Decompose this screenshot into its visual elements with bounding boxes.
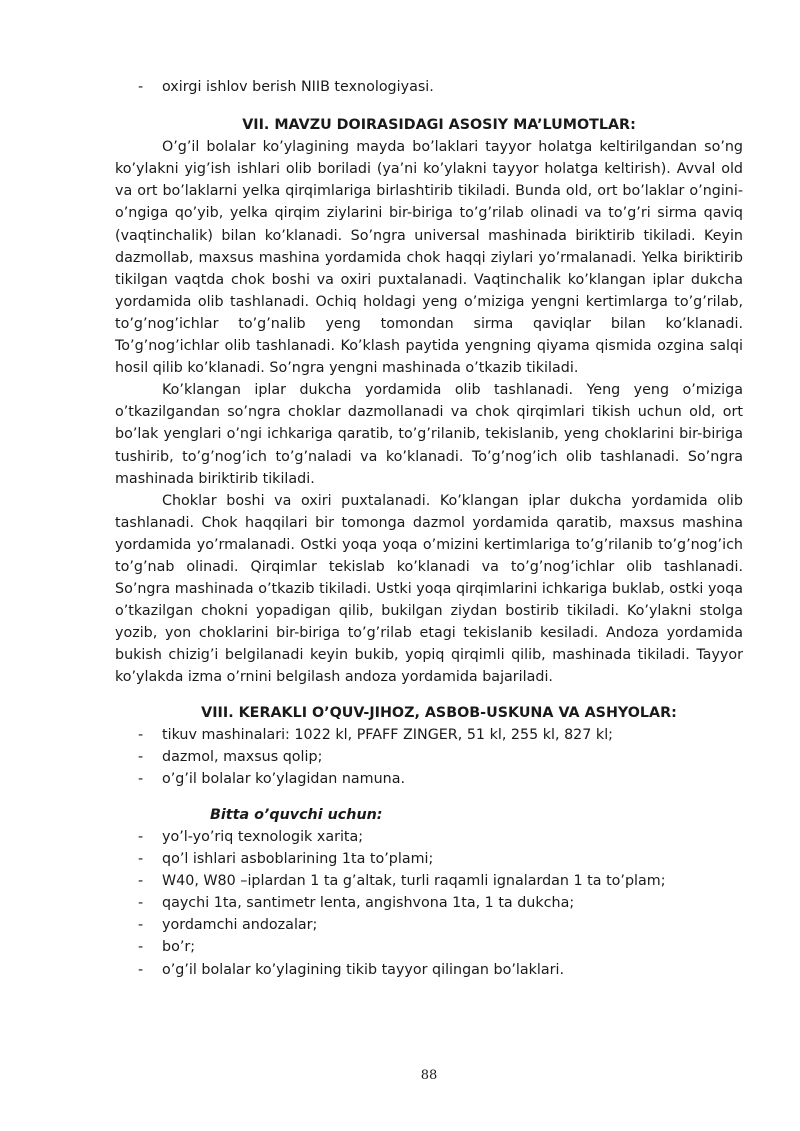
list-item bbox=[115, 870, 743, 892]
paragraph: Ko’klangan iplar dukcha yordamida olib tashlanadi. Yeng yeng o’miziga o’tkazilgandan so’ngra choklar dazmollanadi va chok qirqimlari tikish uchun old, ort bo’lak yenglari o’ngi ichkariga qaratib, to’g’rilanib, tekislanib, yeng choklarini bir-biriga tushirib, to’g’nog’ich to’g’naladi va ko’klanadi. To’g’nog’ich olib tashlanadi. So’ngra mashinada biriktirib tikiladi. bbox=[115, 382, 743, 487]
list-item bbox=[115, 959, 743, 981]
paragraph: O’g’il bolalar ko’ylagining mayda bo’laklari tayyor holatga keltirilgandan so’ng ko’ylakni yig’ish ishlari olib boriladi (ya’ni ko’ylakni tayyor holatga keltirish). Avval old va ort bo’laklarni yelka qirqimlariga birlashtirib tikiladi. Bunda old, ort bo’laklar o’ngini-o’ngiga qo’yib, yelka qirqim ziylarini bir-biriga to’g’rilab olinadi va to’g’ri sirma qaviq (vaqtinchalik) bilan ko’klanadi. So’ngra universal mashinada biriktirib tikiladi. Keyin dazmollab, maxsus mashina yordamida chok haqqi ziylari yo’rmalanadi. Yelka biriktirib tikilgan vaqtda chok boshi va oxiri puxtalanadi. Vaqtinchalik ko’klangan iplar dukcha yordamida olib tashlanadi. Ochiq holdagi yeng o’miziga yengni kertimlarga to’g’rilab, to’g’nog’ichlar to’g’nalib yeng tomondan sirma qaviqlar bilan ko’klanadi. To’g’nog’ichlar olib tashlanadi. Ko’klash paytida yengning qiyama qismida ozgina salqi hosil qilib ko’klanadi. So’ngra yengni mashinada o’tkazib tikiladi. bbox=[115, 139, 743, 377]
paragraph: Choklar boshi va oxiri puxtalanadi. Ko’klangan iplar dukcha yordamida olib tashlanadi. Chok haqqilari bir tomonga dazmol yordamida qaratib, maxsus mashina yordamida yo’rmalanadi. Ostki yoqa yoqa o’mizini kertimlariga to’g’rilanib to’g’nog’ich to’g’nab olinadi. Qirqimlar tekislab ko’klanadi va to’g’nog’ichlar olib tashlanadi. So’ngra mashinada o’tkazib tikiladi. Ustki yoqa qirqimlarini ichkariga buklab, ostki yoqa o’tkazilgan chokni yopadigan qilib, bukilgan ziydan bostirib tikiladi. Ko’ylakni stolga yozib, yon choklarini bir-biriga to’g’rilab etagi tekislanib kesiladi. Andoza yordamida bukish chizig’i belgilanadi keyin bukib, yopiq qirqimli qilib, mashinada tikiladi. Tayyor ko’ylakda izma o’rnini belgilash andoza yordamida bajariladi. bbox=[115, 492, 743, 686]
list-item bbox=[115, 76, 743, 98]
list-bullet: - bbox=[138, 770, 144, 787]
list-bullet: - bbox=[138, 961, 144, 978]
list-item bbox=[115, 848, 743, 870]
list-item-text: yordamchi andozalar; bbox=[162, 917, 318, 934]
list-bullet: - bbox=[138, 851, 144, 868]
list-bullet: - bbox=[138, 79, 144, 95]
list-item-text: bo’r; bbox=[162, 939, 196, 956]
list-bullet: - bbox=[138, 748, 144, 765]
list-bullet: - bbox=[138, 917, 144, 934]
list-bullet: - bbox=[138, 895, 144, 912]
list-item bbox=[115, 892, 743, 914]
list-item-text: yo’l-yo’riq texnologik xarita; bbox=[162, 829, 364, 845]
list-item-text: o’g’il bolalar ko’ylagining tikib tayyor qilingan bo’laklari. bbox=[162, 961, 565, 978]
list-item bbox=[115, 746, 743, 768]
list-item-text: dazmol, maxsus qolip; bbox=[162, 748, 323, 765]
list-bullet: - bbox=[138, 829, 144, 845]
list-item bbox=[115, 826, 743, 848]
section-7-title: VII. MAVZU DOIRASIDAGI ASOSIY MA’LUMOTLAR: bbox=[242, 117, 636, 134]
page-number: 88 bbox=[420, 1068, 438, 1083]
student-subheading: Bitta o’quvchi uchun: bbox=[210, 806, 383, 823]
list-item-text: o’g’il bolalar ko’ylagidan namuna. bbox=[162, 770, 406, 787]
list-item-text: qo’l ishlari asboblarining 1ta to’plami; bbox=[162, 851, 434, 868]
list-item-text: oxirgi ishlov berish NIIB texnologiyasi. bbox=[162, 79, 434, 95]
list-item-text: qaychi 1ta, santimetr lenta, angishvona 1ta, 1 ta dukcha; bbox=[162, 895, 575, 912]
document-page bbox=[115, 76, 743, 981]
list-item bbox=[115, 914, 743, 936]
list-item bbox=[115, 768, 743, 790]
list-bullet: - bbox=[138, 726, 144, 743]
list-bullet: - bbox=[138, 873, 144, 890]
list-bullet: - bbox=[138, 939, 144, 956]
list-item bbox=[115, 936, 743, 958]
section-8-title: VIII. KERAKLI O’QUV-JIHOZ, ASBOB-USKUNA VA ASHYOLAR: bbox=[201, 704, 677, 721]
list-item-text: W40, W80 –iplardan 1 ta g’altak, turli raqamli ignalardan 1 ta to’plam; bbox=[162, 873, 666, 890]
list-item-text: tikuv mashinalari: 1022 kl, PFAFF ZINGER, 51 kl, 255 kl, 827 kl; bbox=[162, 726, 613, 743]
list-item bbox=[115, 724, 743, 746]
